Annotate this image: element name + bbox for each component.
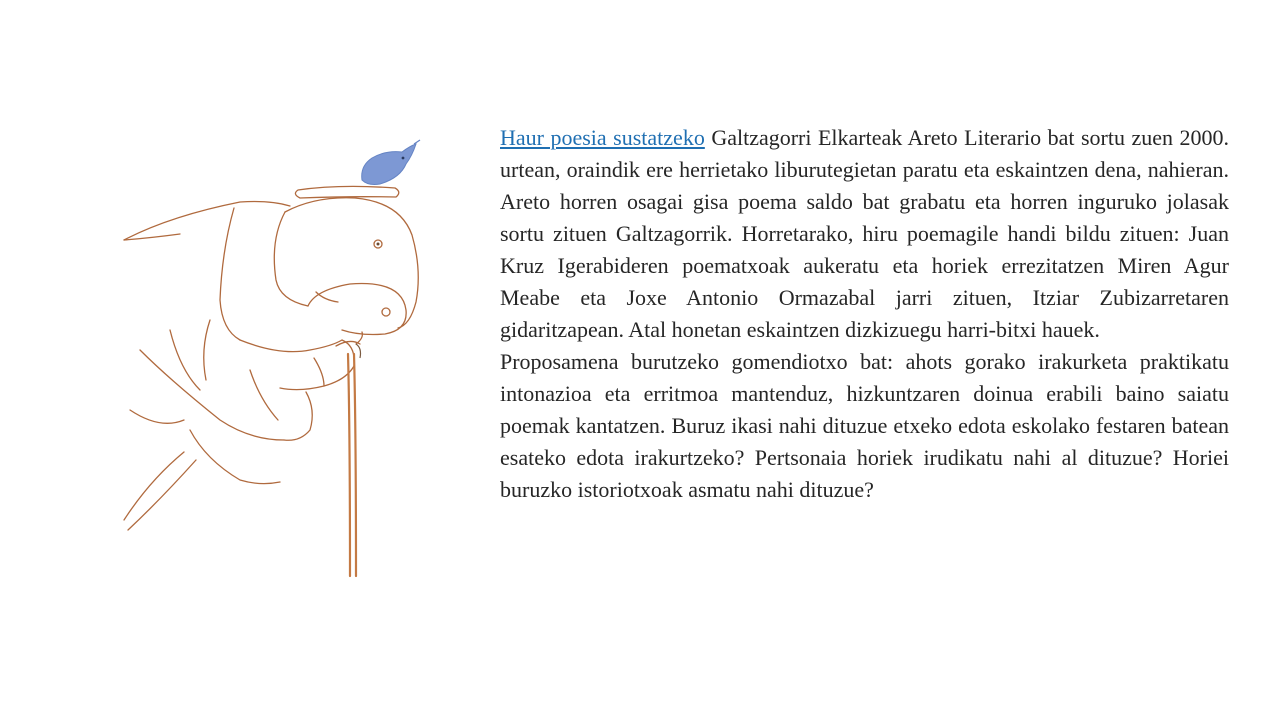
old-man-illustration — [110, 130, 440, 590]
description-text-block — [500, 122, 1229, 506]
proposal-paragraph: Proposamena burutzeko gomendiotxo bat: ahots gorako irakurketa praktikatu intonazioa eta erritmoa mantenduz, hizkuntzaren doinua erabili baino saiatu poemak kantatzen. Buruz ikasi nahi dituzue etxeko edota eskolako festaren batean esateko edota irakurtzeko? Pertsonaia horiek irudikatu nahi al dituzue? Horiei buruzko istoriotxoak asmatu nahi dituzue? — [500, 349, 1229, 502]
bird-drawing — [362, 140, 420, 185]
poetry-promotion-link[interactable]: Haur poesia sustatzeko — [500, 125, 705, 150]
intro-paragraph — [500, 122, 1229, 346]
old-man-with-cane-drawing — [110, 130, 440, 590]
intro-paragraph-text: Galtzagorri Elkarteak Areto Literario bat sortu zuen 2000. urtean, oraindik ere herrietako liburutegietan paratu eta eskaintzen dena, nahieran. Areto horren osagai gisa poema saldo bat grabatu eta horren inguruko jolasak sortu zituen Galtzagorrik. Horretarako, hiru poemagile handi bildu zituen: Juan Kruz Igerabideren poematxoak aukeratu eta horiek errezitatzen Miren Agur Meabe eta Joxe Antonio Ormazabal jarri zituen, Itziar Zubizarretaren gidaritzapean. Atal honetan eskaintzen dizkizuegu harri-bitxi hauek. — [500, 125, 1229, 342]
